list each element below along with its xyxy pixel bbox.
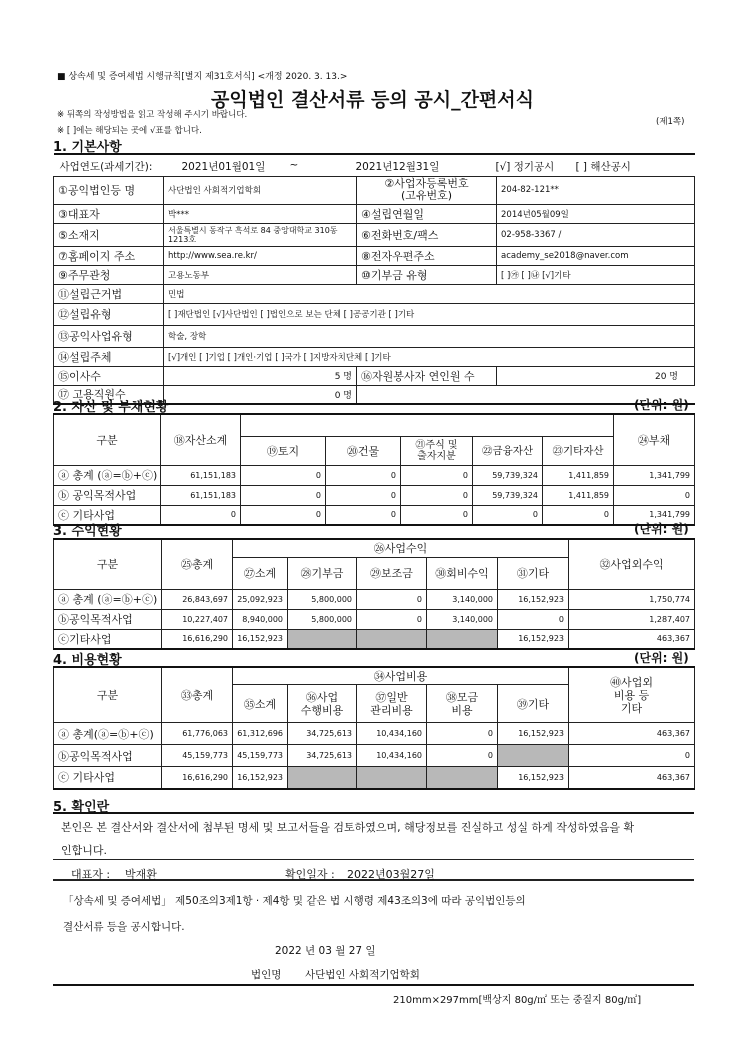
declaration-box	[53, 880, 694, 986]
col-header-donation: ㉘기부금	[288, 557, 357, 589]
cell-value: 1,411,859	[543, 485, 614, 505]
col-header-land: ⑲토지	[241, 436, 326, 465]
info-label: ⑤소재지	[54, 223, 164, 246]
cell-value: 59,739,324	[473, 465, 543, 485]
cell-value: 16,152,923	[498, 767, 569, 789]
info-label: ⑬공익사업유형	[54, 325, 164, 347]
info-label: ⑫설립유형	[54, 303, 164, 325]
info-value: 서울특별시 동작구 흑석로 84 중앙대학교 310동 1213호	[164, 223, 357, 246]
info-row	[54, 246, 695, 265]
cell-shaded	[357, 767, 427, 789]
cell-value: 0	[473, 505, 543, 525]
cell-value: 463,367	[569, 767, 695, 789]
cell-value: 0	[241, 465, 326, 485]
cell-shaded	[288, 767, 357, 789]
cell-value: 0	[326, 465, 401, 485]
col-header-nonbiz-revenue: ㉜사업외수익	[569, 539, 695, 589]
cell-value: 16,616,290	[162, 767, 233, 789]
cell-value: 1,341,799	[614, 465, 695, 485]
cell-value: 1,750,774	[569, 589, 695, 609]
col-header-subsidy: ㉙보조금	[357, 557, 427, 589]
expense-unit-label: (단위: 원)	[634, 651, 689, 665]
table-row	[54, 465, 695, 485]
info-label: ⑪설립근거법	[54, 284, 164, 303]
info-value: academy_se2018@naver.com	[497, 246, 695, 265]
representative-label: 대표자 :	[71, 868, 111, 881]
page-title: 공익법인 결산서류 등의 공시_간편서식	[210, 89, 534, 111]
cell-value: 0	[401, 505, 473, 525]
cell-value: 463,367	[569, 723, 695, 745]
info-label: ⑰ 고용직원수	[54, 385, 164, 404]
cell-value: 0	[241, 505, 326, 525]
cell-shaded	[288, 629, 357, 649]
info-value: 고용노동부	[164, 265, 357, 284]
basic-info-table	[53, 153, 695, 405]
col-header-financial: ㉒금융자산	[473, 436, 543, 465]
col-header-other-asset: ㉓기타자산	[543, 436, 614, 465]
form-reference: ■ 상속세 및 증여세법 시행규칙[별지 제31호서식] <개정 2020. 3. 13.>	[57, 72, 348, 82]
info-value: 20 명	[497, 366, 695, 385]
table-row	[54, 767, 695, 789]
cell-shaded	[357, 629, 427, 649]
info-row-law	[54, 284, 695, 303]
revenue-table	[53, 538, 695, 650]
info-row	[54, 204, 695, 223]
info-label: ⑦홈페이지 주소	[54, 246, 164, 265]
row-label: ⓒ기타사업	[54, 629, 162, 649]
cell-value: 0	[498, 609, 569, 629]
col-header-business-expense: ㉞사업비용	[233, 667, 569, 685]
cell-value: 463,367	[569, 629, 695, 649]
info-value: [ ]재단법인 [√]사단법인 [ ]법인으로 보는 단체 [ ]공공기관 [ ]기타	[164, 303, 695, 325]
cell-value: 5,800,000	[288, 589, 357, 609]
cell-value: 1,287,407	[569, 609, 695, 629]
cell-value: 16,152,923	[233, 767, 288, 789]
info-row-type	[54, 303, 695, 325]
info-value: 5 명	[164, 366, 357, 385]
cell-shaded	[498, 745, 569, 767]
info-row	[54, 176, 695, 204]
cell-value: 61,151,183	[161, 465, 241, 485]
table-row	[54, 745, 695, 767]
info-label: ⑥전화번호/팩스	[357, 223, 497, 246]
info-value: 0 명	[164, 385, 357, 404]
cell-value: 61,151,183	[161, 485, 241, 505]
cell-value: 1,341,799	[614, 505, 695, 525]
cell-value: 16,616,290	[162, 629, 233, 649]
info-label: ③대표자	[54, 204, 164, 223]
cell-value: 61,312,696	[233, 723, 288, 745]
col-header-other-expense: ㊴기타	[498, 685, 569, 723]
confirm-box	[53, 812, 694, 880]
cell-value: 16,152,923	[498, 589, 569, 609]
info-value: 박***	[164, 204, 357, 223]
fiscal-year-end: 2021년12월31일	[355, 161, 440, 173]
col-header-debt: ㉔부채	[614, 414, 695, 465]
col-header-expense-total: ㉝총계	[162, 667, 233, 723]
cell-value: 34,725,613	[288, 745, 357, 767]
row-label: ⓐ 총계 (ⓐ=ⓑ+ⓒ)	[54, 589, 162, 609]
col-header-nonbiz-expense: ㊵사업외 비용 등 기타	[569, 667, 695, 723]
declaration-date: 2022 년 03 월 27 일	[275, 945, 376, 957]
confirm-date-label: 확인일자 :	[285, 868, 335, 881]
cell-value: 45,159,773	[233, 745, 288, 767]
corporation-name: 사단법인 사회적기업학회	[305, 969, 420, 981]
col-header-general-cost: ㊲일반 관리비용	[357, 685, 427, 723]
cell-value: 16,152,923	[233, 629, 288, 649]
cell-value: 16,152,923	[498, 629, 569, 649]
col-header-raise-cost: ㊳모금 비용	[427, 685, 498, 723]
table-row	[54, 485, 695, 505]
cell-value: 0	[161, 505, 241, 525]
section-title-revenue: 3. 수익현황	[53, 524, 122, 539]
info-label: ④설립연월일	[357, 204, 497, 223]
cell-shaded	[427, 767, 498, 789]
cell-value: 26,843,697	[162, 589, 233, 609]
row-label: ⓒ 기타사업	[54, 767, 162, 789]
info-label: ①공익법인등 명	[54, 176, 164, 204]
info-row	[54, 223, 695, 246]
assets-unit-label: (단위: 원)	[634, 398, 689, 412]
table-row	[54, 629, 695, 649]
instruction-note-2: ※ [ ]에는 해당되는 곳에 √표를 합니다.	[57, 126, 202, 136]
col-header-category: 구분	[54, 667, 162, 723]
info-value: 2014년05월09일	[497, 204, 695, 223]
instruction-note-1: ※ 뒤쪽의 작성방법을 읽고 작성해 주시기 바랍니다.	[57, 110, 248, 120]
assets-table	[53, 413, 695, 526]
info-value: 204-82-121**	[497, 176, 695, 204]
table-row	[54, 723, 695, 745]
cell-shaded	[427, 629, 498, 649]
cell-value: 0	[543, 505, 614, 525]
row-label: ⓐ 총계 (ⓐ=ⓑ+ⓒ)	[54, 465, 161, 485]
cell-value: 10,227,407	[162, 609, 233, 629]
col-header-subtotal: ㉗소계	[233, 557, 288, 589]
table-row	[54, 505, 695, 525]
col-header-revenue-total: ㉕총계	[162, 539, 233, 589]
cell-value: 0	[401, 465, 473, 485]
info-label: ⑨주무관청	[54, 265, 164, 284]
cell-value: 0	[326, 505, 401, 525]
cell-value: 0	[401, 485, 473, 505]
section-title-confirm: 5. 확인란	[53, 800, 110, 815]
info-value: 학술, 장학	[164, 325, 695, 347]
info-label: ⑧전자우편주소	[357, 246, 497, 265]
cell-value: 16,152,923	[498, 723, 569, 745]
info-value: [√]개인 [ ]기업 [ ]개인·기업 [ ]국가 [ ]지방자치단체 [ ]기타	[164, 347, 695, 366]
cell-value: 45,159,773	[162, 745, 233, 767]
cell-value: 0	[427, 745, 498, 767]
cell-value: 0	[357, 609, 427, 629]
representative-name: 박재환	[125, 868, 157, 881]
cell-value: 10,434,160	[357, 745, 427, 767]
cell-value: 3,140,000	[427, 589, 498, 609]
fiscal-year-label: 사업연도(과세기간):	[59, 161, 153, 173]
info-row	[54, 265, 695, 284]
paper-spec: 210mm×297mm[백상지 80g/㎡ 또는 중질지 80g/㎡]	[393, 995, 642, 1006]
cell-value: 0	[241, 485, 326, 505]
declaration-line2: 결산서류 등을 공시합니다.	[63, 921, 185, 933]
cell-value: 0	[614, 485, 695, 505]
revenue-unit-label: (단위: 원)	[634, 522, 689, 536]
row-label: ⓒ 기타사업	[54, 505, 161, 525]
info-value: [ ]㉮ [ ]㉯ [√]기타	[497, 265, 695, 284]
col-header-fee: ㉚회비수익	[427, 557, 498, 589]
fiscal-year-start: 2021년01월01일	[181, 161, 266, 173]
fiscal-year-tilde: ~	[289, 159, 299, 171]
cell-value: 8,940,000	[233, 609, 288, 629]
declaration-line1: 「상속세 및 증여세법」 제50조의3제1항 · 제4항 및 같은 법 시행령 제43조의3에 따라 공익법인등의	[63, 895, 526, 907]
cell-value: 1,411,859	[543, 465, 614, 485]
info-value: 02-958-3367 /	[497, 223, 695, 246]
cell-value: 59,739,324	[473, 485, 543, 505]
col-header-stock: ㉑주식 및 출자지분	[401, 436, 473, 465]
cell-value: 25,092,923	[233, 589, 288, 609]
col-header-building: ⑳건물	[326, 436, 401, 465]
col-header-category: 구분	[54, 539, 162, 589]
cell-value: 34,725,613	[288, 723, 357, 745]
page-number-label: (제1쪽)	[656, 117, 685, 127]
section-title-assets: 2. 자산 및 부채현황	[53, 400, 169, 415]
dissolution-disclosure-checkbox[interactable]: [ ] 해산공시	[575, 161, 631, 173]
row-label: ⓑ공익목적사업	[54, 609, 162, 629]
confirm-statement-line2: 인합니다.	[61, 844, 108, 857]
cell-value: 61,776,063	[162, 723, 233, 745]
col-header-business-revenue: ㉖사업수익	[233, 539, 569, 557]
info-row-directors	[54, 366, 695, 385]
confirm-date-value: 2022년03월27일	[347, 868, 435, 881]
info-label: ⑩기부금 유형	[357, 265, 497, 284]
info-label: ⑮이사수	[54, 366, 164, 385]
col-header-category: 구분	[54, 414, 161, 465]
cell-value: 0	[326, 485, 401, 505]
col-header-other-revenue: ㉛기타	[498, 557, 569, 589]
cell-value: 5,800,000	[288, 609, 357, 629]
row-label: ⓐ 총계(ⓐ=ⓑ+ⓒ)	[54, 723, 162, 745]
info-label: ⑯자원봉사자 연인원 수	[357, 366, 497, 385]
cell-value: 0	[569, 745, 695, 767]
section-title-expense: 4. 비용현황	[53, 653, 122, 668]
cell-value: 0	[357, 589, 427, 609]
section-title-basic: 1. 기본사항	[53, 140, 122, 155]
regular-disclosure-checkbox[interactable]: [√] 정기공시	[495, 161, 555, 173]
info-label: ⑭설립주체	[54, 347, 164, 366]
info-row-founder	[54, 347, 695, 366]
info-label: ②사업자등록번호 (고유번호)	[357, 176, 497, 204]
corporation-label: 법인명	[251, 969, 282, 981]
info-value: http://www.sea.re.kr/	[164, 246, 357, 265]
table-row	[54, 609, 695, 629]
row-label: ⓑ공익목적사업	[54, 745, 162, 767]
info-value: 사단법인 사회적기업학회	[164, 176, 357, 204]
cell-value: 0	[427, 723, 498, 745]
cell-value: 10,434,160	[357, 723, 427, 745]
col-header-perform-cost: ㊱사업 수행비용	[288, 685, 357, 723]
row-label: ⓑ 공익목적사업	[54, 485, 161, 505]
cell-value: 3,140,000	[427, 609, 498, 629]
fiscal-year-row	[54, 154, 695, 176]
confirm-statement-line1: 본인은 본 결산서와 결산서에 첨부된 명세 및 보고서들을 검토하였으며, 해당정보를 진실하고 성실 하게 작성하였음을 확	[61, 821, 635, 834]
table-row	[54, 589, 695, 609]
info-value: 민법	[164, 284, 695, 303]
col-header-subtotal: ㉟소계	[233, 685, 288, 723]
col-header-asset-total: ⑱자산소계	[161, 414, 241, 465]
info-row-biz	[54, 325, 695, 347]
expense-table	[53, 666, 695, 790]
